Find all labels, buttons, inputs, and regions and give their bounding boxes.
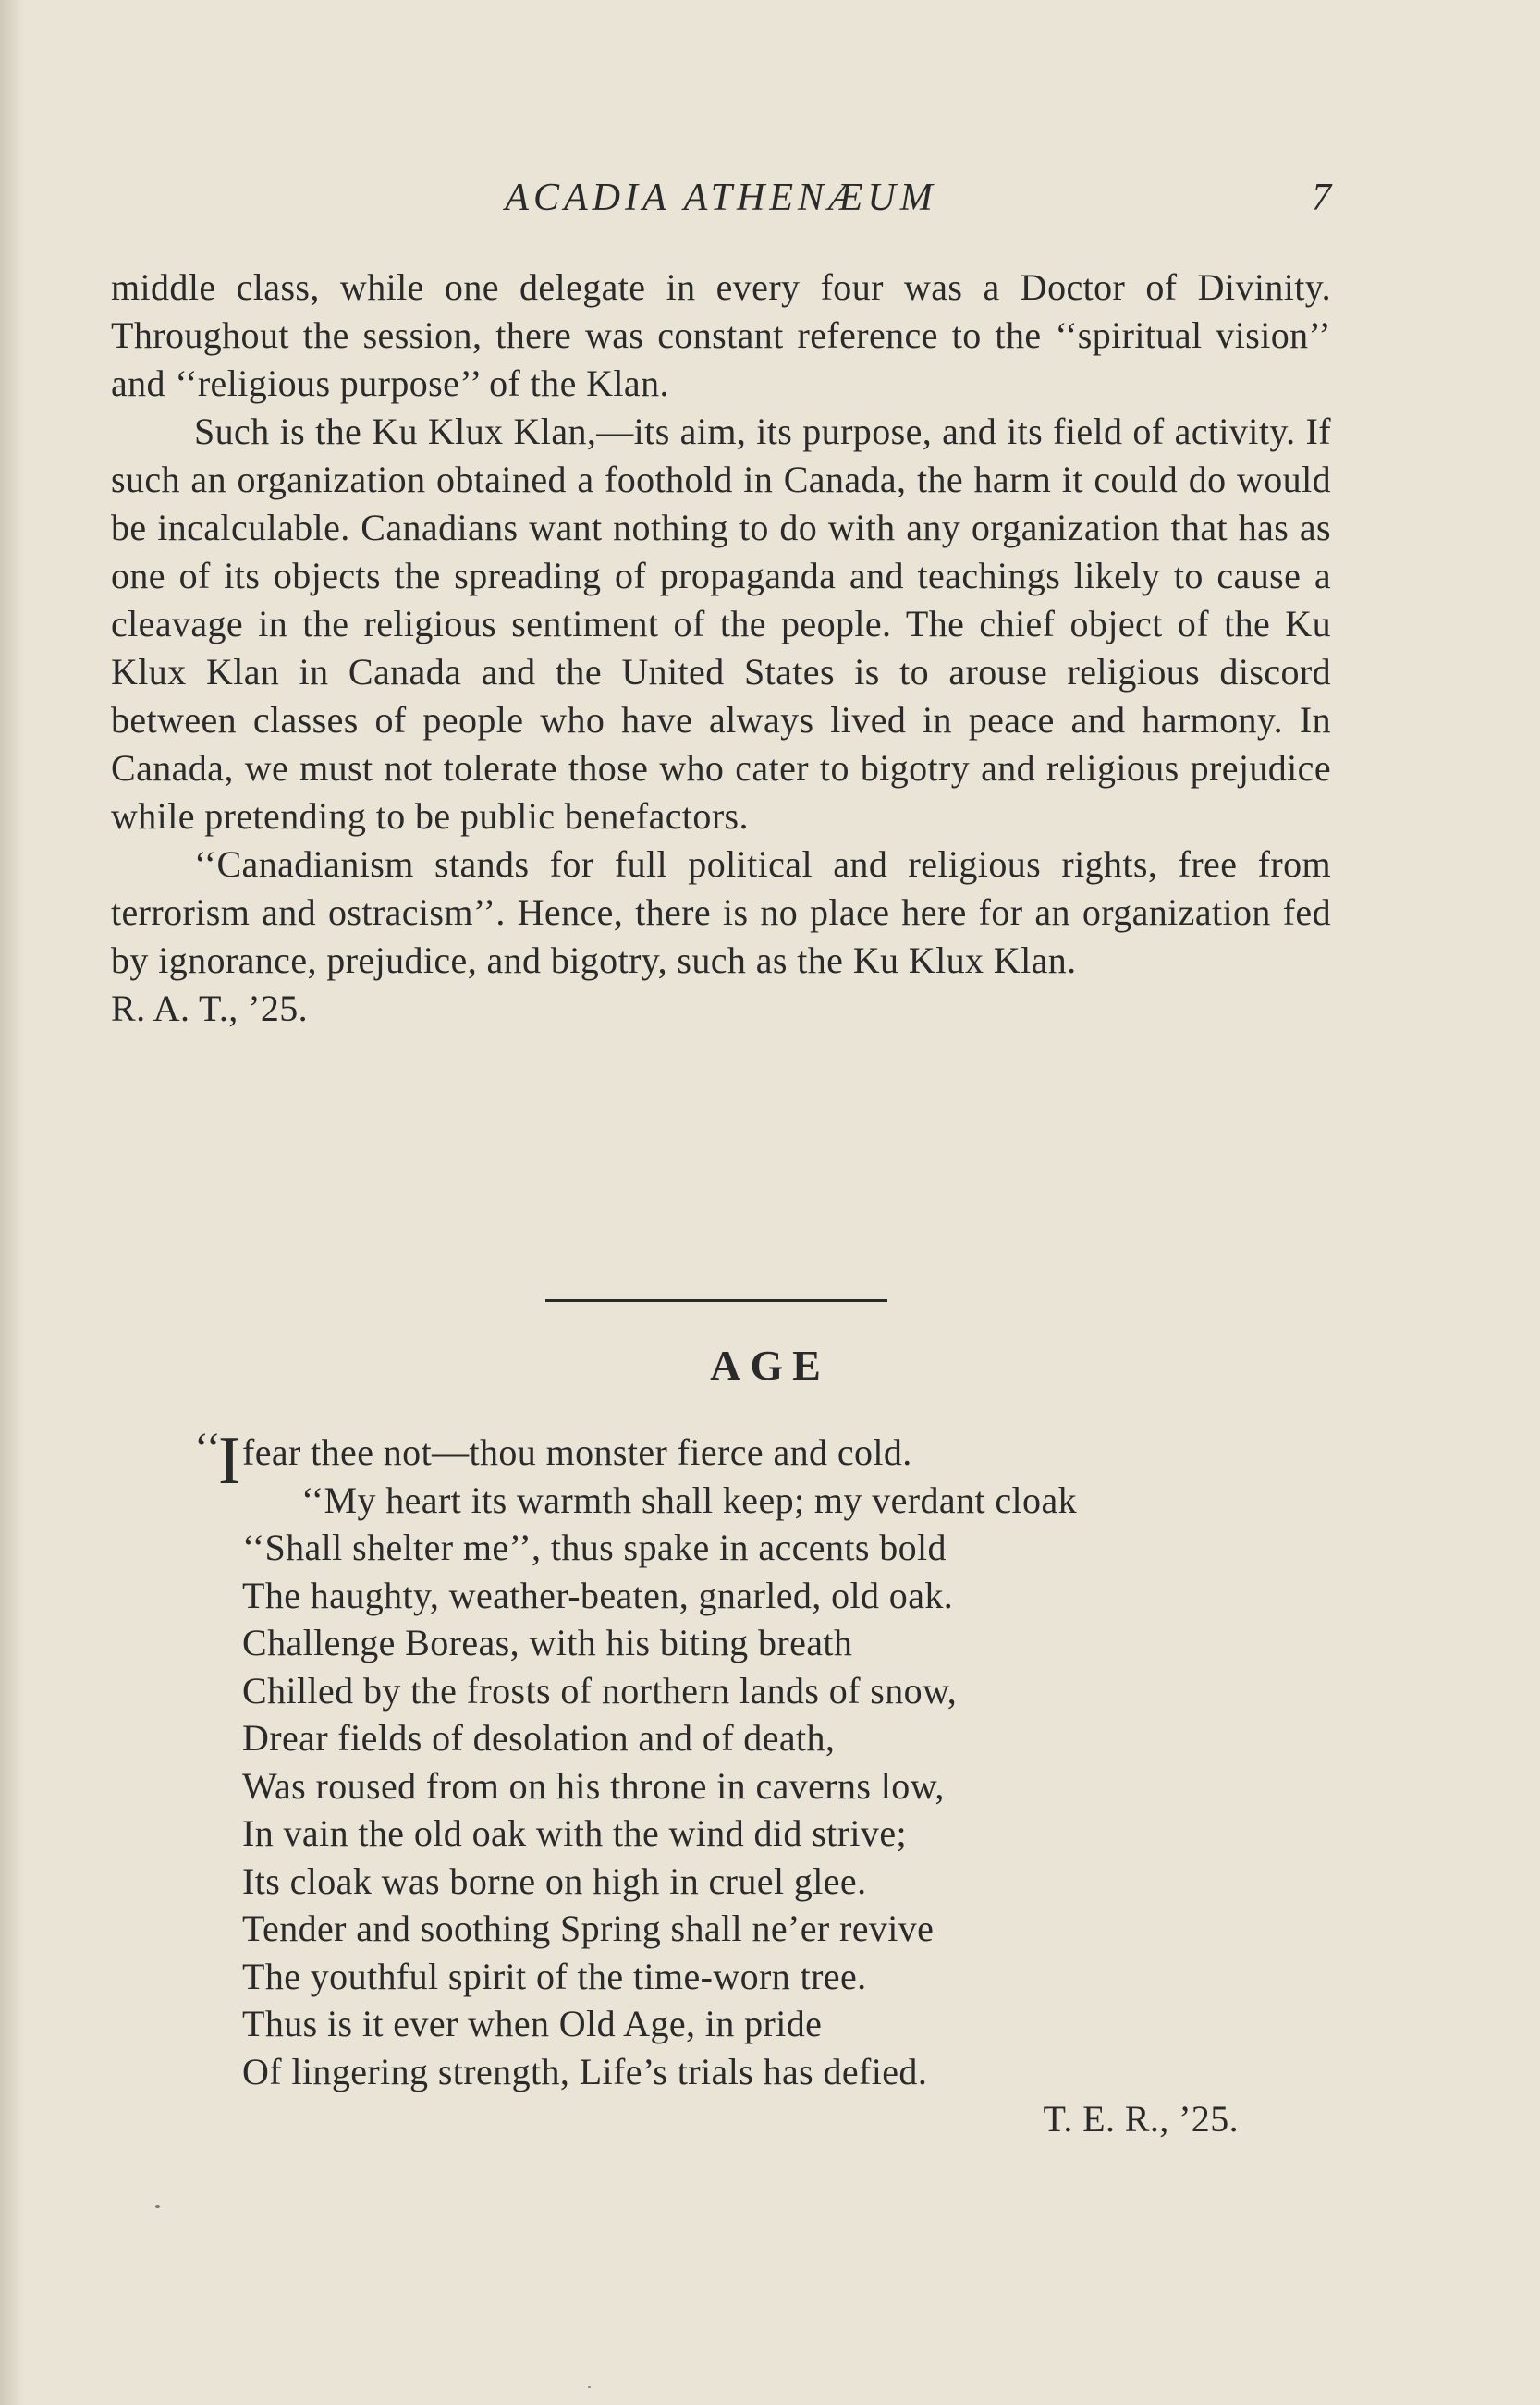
running-header — [111, 176, 1331, 231]
poem-line: Was roused from on his throne in caverns low, — [242, 1764, 945, 1807]
poem-line — [194, 1423, 1333, 1499]
article-paragraph: ‘‘Canadianism stands for full political and religious rights, free from terrorism and ostracism’’. Hence, there is no place here for an organization fed by ignorance, prejudice, and bigotry, such as the Ku Klux Klan. — [111, 843, 1331, 981]
paper-speck — [588, 2386, 591, 2388]
page-edge-shadow — [0, 0, 24, 2405]
poem-line: Challenge Boreas, with his biting breath — [242, 1622, 853, 1663]
poem-line: Tender and soothing Spring shall ne’er revive — [242, 1908, 935, 1949]
poem-line: Its cloak was borne on high in cruel glee. — [242, 1859, 867, 1902]
poem-line: Drear fields of desolation and of death, — [242, 1717, 836, 1759]
open-quote-mark: ‘‘ — [194, 1424, 222, 1473]
poem-line: The haughty, weather-beaten, gnarled, old oak. — [242, 1574, 954, 1616]
poem-line: Chilled by the frosts of northern lands of snow, — [242, 1669, 958, 1712]
poem-line: In vain the old oak with the wind did strive; — [242, 1812, 907, 1854]
page-number: 7 — [1312, 177, 1331, 219]
article-paragraph: Such is the Ku Klux Klan,—its aim, its purpose, and its field of activity. If such an organization obtained a foothold in Canada, the harm it could do would be incalculable. Canadians want nothing to do with any organization that has as one of its objects the spreading of propaganda and teachings likely to cause a cleavage in the religious sentiment of the people. The chief object of the Ku Klux Klan in Canada and the United States is to arouse religious discord between classes of people who have always lived in peace and harmony. In Canada, we must not tolerate those who cater to bigotry and religious prejudice while pretending to be public benefactors. — [111, 411, 1331, 837]
paper-speck — [155, 2205, 160, 2208]
article-signature: R. A. T., ’25. — [111, 988, 309, 1029]
running-title: ACADIA ATHENÆUM — [505, 177, 937, 219]
poem-line: ‘‘Shall shelter me’’, thus spake in accents bold — [242, 1527, 947, 1568]
poem-signature: T. E. R., ’25. — [1043, 2098, 1239, 2140]
poem-title: AGE — [710, 1342, 830, 1389]
poem-line-text: fear thee not—thou monster fierce and cold. — [242, 1431, 912, 1473]
drop-cap: I — [218, 1423, 242, 1499]
poem-line: The youthful spirit of the time-worn tree. — [242, 1955, 867, 1997]
article-body — [111, 264, 1331, 1033]
poem-line: Of lingering strength, Life’s trials has defied. — [242, 2050, 928, 2092]
poem-line: ‘‘My heart its warmth shall keep; my verdant cloak — [301, 1479, 1078, 1521]
section-divider — [545, 1299, 887, 1302]
poem — [194, 1423, 1333, 2143]
article-paragraph: middle class, while one delegate in every four was a Doctor of Divinity. Throughout the session, there was constant reference to the ‘‘spiritual vision’’ and ‘‘religious purpose’’ of the Klan. — [111, 266, 1331, 404]
poem-line: Thus is it ever when Old Age, in pride — [242, 2003, 823, 2044]
